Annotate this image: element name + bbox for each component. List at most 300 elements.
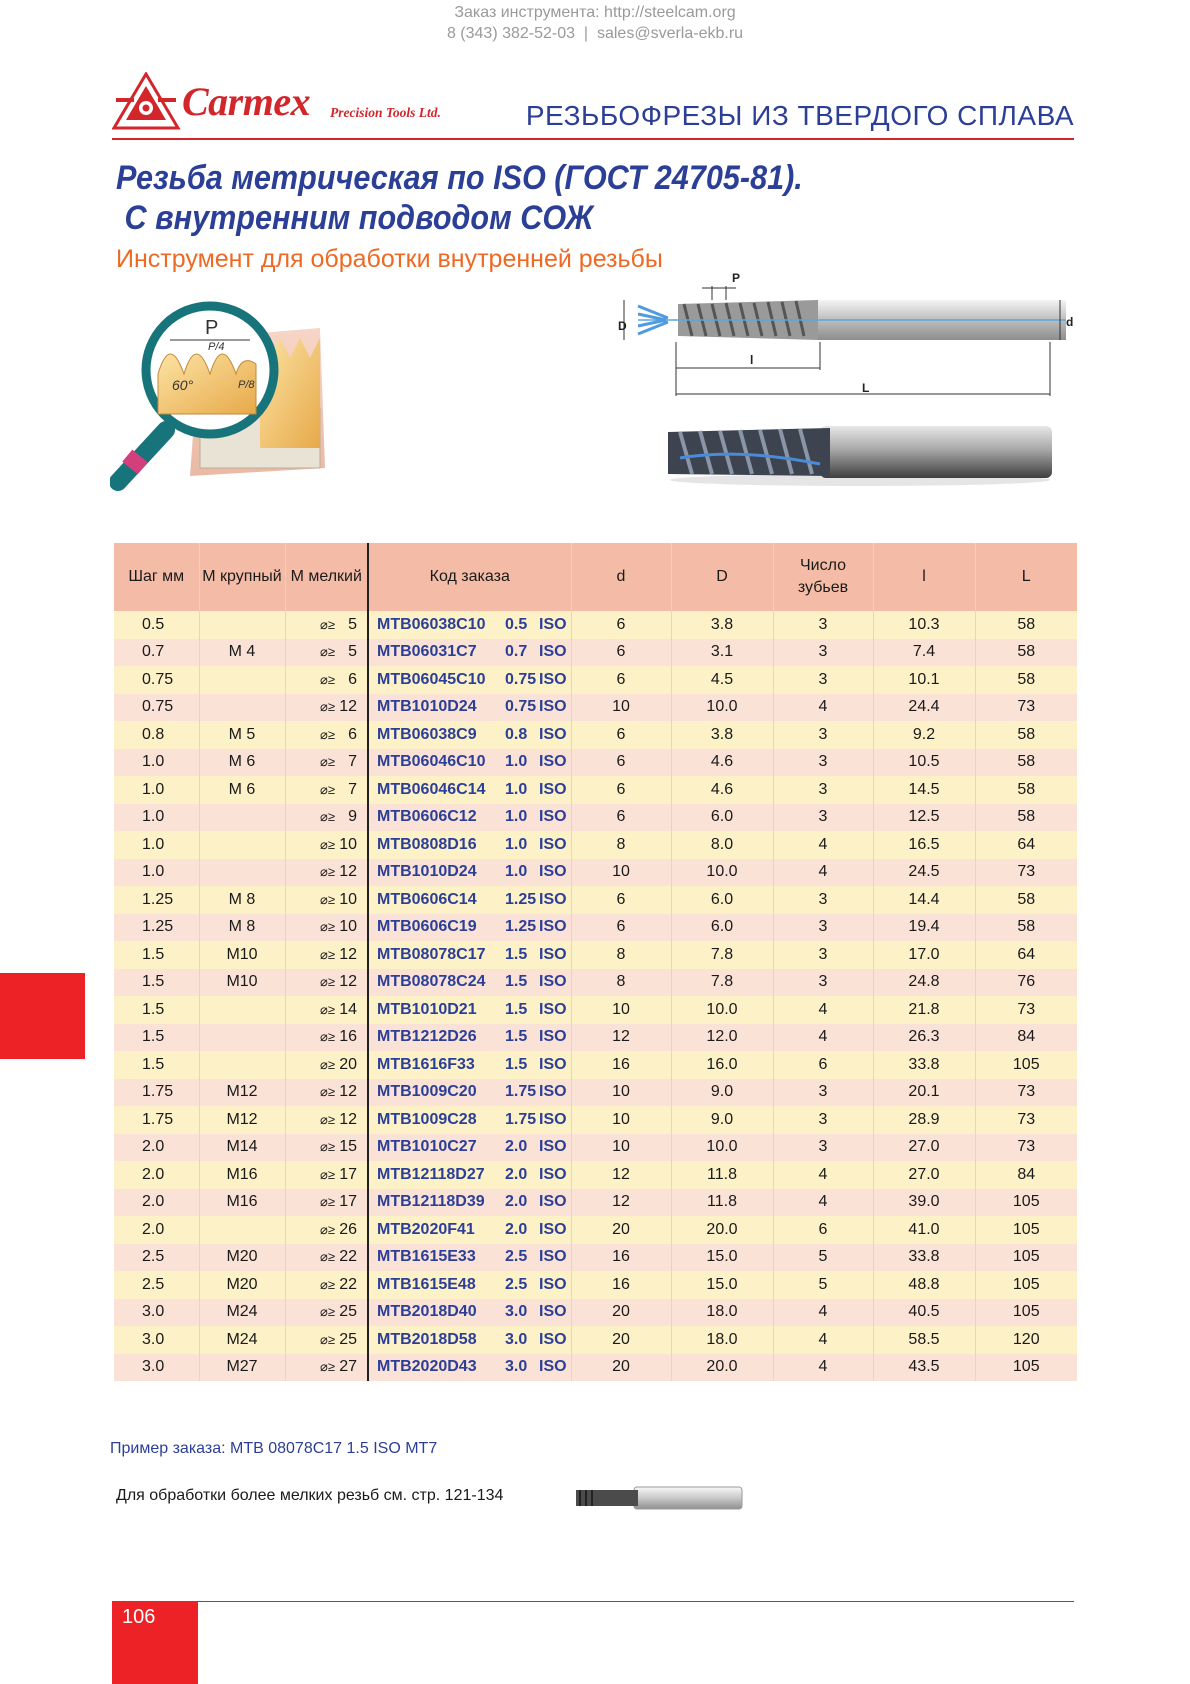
table-row — [114, 1354, 1077, 1382]
order-standard: ISO — [539, 835, 567, 853]
cell-fine — [285, 1161, 368, 1189]
cell-step: 3.0 — [114, 1326, 199, 1354]
cell-total-length: 73 — [975, 996, 1077, 1024]
diameter-symbol: ⌀≥ — [320, 1304, 335, 1320]
cell-cut-length: 24.5 — [873, 859, 975, 887]
cell-coarse — [199, 996, 285, 1024]
cell-coarse — [199, 804, 285, 832]
cell-cut-length: 27.0 — [873, 1134, 975, 1162]
cell-total-length: 105 — [975, 1354, 1077, 1382]
fine-value: 12 — [339, 945, 357, 963]
cell-order-code — [368, 1189, 571, 1217]
table-row — [114, 1161, 1077, 1189]
order-code: MTB1616F33 — [377, 1055, 475, 1073]
tool-dimension-drawing — [618, 270, 1080, 410]
cell-order-code — [368, 666, 571, 694]
order-pitch: 1.0 — [505, 753, 528, 771]
cell-cut-length: 7.4 — [873, 639, 975, 667]
cell-total-length: 58 — [975, 804, 1077, 832]
order-code: MTB1010C27 — [377, 1138, 477, 1156]
cell-step: 0.7 — [114, 639, 199, 667]
order-standard: ISO — [539, 1000, 567, 1018]
order-pitch: 1.0 — [505, 780, 528, 798]
cell-coarse: M 5 — [199, 721, 285, 749]
cell-coarse — [199, 831, 285, 859]
cell-total-length: 58 — [975, 776, 1077, 804]
cell-order-code — [368, 639, 571, 667]
diameter-symbol: ⌀≥ — [320, 1084, 335, 1100]
diameter-symbol: ⌀≥ — [320, 671, 335, 687]
cell-coarse: M10 — [199, 941, 285, 969]
product-table — [114, 543, 1077, 1381]
order-pitch: 1.25 — [505, 890, 537, 908]
table-row — [114, 776, 1077, 804]
fine-value: 12 — [339, 1110, 357, 1128]
table-header-cell: L — [975, 543, 1077, 611]
cell-fine — [285, 969, 368, 997]
cell-shank-d: 12 — [571, 1189, 671, 1217]
table-body — [114, 611, 1077, 1381]
cell-total-length: 64 — [975, 941, 1077, 969]
cell-total-length: 58 — [975, 666, 1077, 694]
cell-shank-d: 6 — [571, 721, 671, 749]
order-standard: ISO — [539, 1138, 567, 1156]
cell-shank-d: 10 — [571, 1079, 671, 1107]
cell-cut-length: 24.4 — [873, 694, 975, 722]
order-pitch: 0.8 — [505, 725, 528, 743]
order-standard: ISO — [539, 973, 567, 991]
fine-value: 10 — [339, 890, 357, 908]
cell-teeth: 4 — [773, 1326, 873, 1354]
dim-label-d-small: d — [1066, 315, 1074, 329]
cell-cut-d: 6.0 — [671, 914, 773, 942]
cell-order-code — [368, 694, 571, 722]
diameter-symbol: ⌀≥ — [320, 1221, 335, 1237]
footer-divider — [112, 1601, 1074, 1602]
cell-total-length: 105 — [975, 1189, 1077, 1217]
cell-cut-length: 48.8 — [873, 1271, 975, 1299]
cell-coarse — [199, 666, 285, 694]
fine-value: 7 — [348, 780, 357, 798]
order-standard: ISO — [539, 1055, 567, 1073]
cell-shank-d: 6 — [571, 666, 671, 694]
cell-fine — [285, 1244, 368, 1272]
fine-value: 12 — [339, 973, 357, 991]
table-header-cell: l — [873, 543, 975, 611]
fine-value: 22 — [339, 1275, 357, 1293]
cell-coarse: M 4 — [199, 639, 285, 667]
cell-teeth: 3 — [773, 941, 873, 969]
brand-subtitle: Precision Tools Ltd. — [330, 105, 441, 120]
small-tool-image — [574, 1484, 744, 1512]
order-code: MTB06046C14 — [377, 780, 486, 798]
diameter-symbol: ⌀≥ — [320, 919, 335, 935]
reference-note: Для обработки более мелких резьб см. стр. 121-134 — [116, 1487, 504, 1504]
cell-fine — [285, 721, 368, 749]
order-standard: ISO — [539, 863, 567, 881]
order-code: MTB0606C19 — [377, 918, 477, 936]
cell-shank-d: 8 — [571, 969, 671, 997]
cell-cut-length: 16.5 — [873, 831, 975, 859]
fine-value: 26 — [339, 1220, 357, 1238]
cell-teeth: 5 — [773, 1271, 873, 1299]
fine-value: 9 — [348, 808, 357, 826]
order-code: MTB06045C10 — [377, 670, 486, 688]
cell-fine — [285, 1024, 368, 1052]
cell-fine — [285, 886, 368, 914]
cell-coarse: M12 — [199, 1079, 285, 1107]
cell-cut-d: 9.0 — [671, 1106, 773, 1134]
cell-cut-d: 10.0 — [671, 859, 773, 887]
order-code: MTB08078C17 — [377, 945, 486, 963]
fine-value: 12 — [339, 1083, 357, 1101]
fine-value: 14 — [339, 1000, 357, 1018]
cell-cut-length: 14.4 — [873, 886, 975, 914]
cell-fine — [285, 639, 368, 667]
cell-cut-length: 41.0 — [873, 1216, 975, 1244]
cell-cut-length: 27.0 — [873, 1161, 975, 1189]
cell-coarse: M 8 — [199, 886, 285, 914]
cell-teeth: 3 — [773, 804, 873, 832]
diameter-symbol: ⌀≥ — [320, 1166, 335, 1182]
cell-fine — [285, 694, 368, 722]
header-divider — [112, 138, 1074, 140]
cell-shank-d: 20 — [571, 1299, 671, 1327]
diameter-symbol: ⌀≥ — [320, 754, 335, 770]
cell-coarse: M20 — [199, 1271, 285, 1299]
cell-teeth: 3 — [773, 639, 873, 667]
cell-total-length: 84 — [975, 1161, 1077, 1189]
cell-teeth: 4 — [773, 1161, 873, 1189]
cell-coarse: M 6 — [199, 749, 285, 777]
cell-order-code — [368, 1216, 571, 1244]
table-header-row — [114, 543, 1077, 611]
thread-profile-illustration — [110, 298, 350, 498]
order-standard: ISO — [539, 725, 567, 743]
table-row — [114, 1271, 1077, 1299]
carmex-logo — [112, 72, 472, 132]
cell-total-length: 105 — [975, 1299, 1077, 1327]
cell-shank-d: 8 — [571, 831, 671, 859]
cell-cut-d: 16.0 — [671, 1051, 773, 1079]
cell-cut-length: 26.3 — [873, 1024, 975, 1052]
cell-fine — [285, 1051, 368, 1079]
cell-step: 0.8 — [114, 721, 199, 749]
cell-cut-length: 28.9 — [873, 1106, 975, 1134]
order-standard: ISO — [539, 615, 567, 633]
order-code: MTB08078C24 — [377, 973, 486, 991]
cell-step: 0.75 — [114, 666, 199, 694]
cell-cut-d: 10.0 — [671, 694, 773, 722]
cell-cut-d: 11.8 — [671, 1189, 773, 1217]
cell-shank-d: 20 — [571, 1326, 671, 1354]
cell-cut-length: 33.8 — [873, 1051, 975, 1079]
diameter-symbol: ⌀≥ — [320, 781, 335, 797]
fine-value: 17 — [339, 1193, 357, 1211]
cell-fine — [285, 941, 368, 969]
order-code: MTB1010D24 — [377, 863, 477, 881]
table-row — [114, 996, 1077, 1024]
cell-total-length: 58 — [975, 611, 1077, 639]
cell-coarse: M12 — [199, 1106, 285, 1134]
cell-cut-d: 3.8 — [671, 611, 773, 639]
order-code: MTB12118D27 — [377, 1165, 485, 1183]
diameter-symbol: ⌀≥ — [320, 699, 335, 715]
cell-fine — [285, 1326, 368, 1354]
order-code: MTB1615E48 — [377, 1275, 476, 1293]
cell-fine — [285, 776, 368, 804]
cell-teeth: 3 — [773, 1134, 873, 1162]
order-pitch: 1.5 — [505, 1028, 528, 1046]
table-row — [114, 1134, 1077, 1162]
order-code: MTB1010D21 — [377, 1000, 477, 1018]
cell-total-length: 58 — [975, 639, 1077, 667]
fine-value: 25 — [339, 1303, 357, 1321]
diameter-symbol: ⌀≥ — [320, 1194, 335, 1210]
cell-cut-d: 15.0 — [671, 1271, 773, 1299]
side-tab — [0, 973, 85, 1059]
order-pitch: 1.0 — [505, 835, 528, 853]
tool-photo — [660, 418, 1058, 488]
cell-order-code — [368, 886, 571, 914]
order-code: MTB0808D16 — [377, 835, 477, 853]
cell-shank-d: 12 — [571, 1161, 671, 1189]
cell-coarse — [199, 859, 285, 887]
cell-teeth: 3 — [773, 1106, 873, 1134]
cell-cut-d: 12.0 — [671, 1024, 773, 1052]
cell-total-length: 105 — [975, 1051, 1077, 1079]
diameter-symbol: ⌀≥ — [320, 616, 335, 632]
order-standard: ISO — [539, 1083, 567, 1101]
cell-cut-length: 12.5 — [873, 804, 975, 832]
order-example: Пример заказа: MTB 08078C17 1.5 ISO MT7 — [110, 1440, 438, 1457]
cell-coarse: M27 — [199, 1354, 285, 1382]
order-pitch: 0.7 — [505, 643, 528, 661]
cell-cut-length: 10.1 — [873, 666, 975, 694]
order-code: MTB2020D43 — [377, 1358, 477, 1376]
cell-fine — [285, 804, 368, 832]
cell-step: 1.5 — [114, 941, 199, 969]
cell-cut-d: 20.0 — [671, 1216, 773, 1244]
diameter-symbol: ⌀≥ — [320, 1111, 335, 1127]
cell-fine — [285, 996, 368, 1024]
cell-step: 2.0 — [114, 1189, 199, 1217]
thread-eighth-label: P/8 — [238, 379, 255, 391]
cell-cut-d: 4.5 — [671, 666, 773, 694]
cell-order-code — [368, 749, 571, 777]
cell-order-code — [368, 776, 571, 804]
cell-coarse: M20 — [199, 1244, 285, 1272]
cell-step: 1.25 — [114, 914, 199, 942]
cell-shank-d: 10 — [571, 859, 671, 887]
diameter-symbol: ⌀≥ — [320, 836, 335, 852]
diameter-symbol: ⌀≥ — [320, 1001, 335, 1017]
diameter-symbol: ⌀≥ — [320, 1331, 335, 1347]
order-code: MTB06046C10 — [377, 753, 486, 771]
fine-value: 7 — [348, 753, 357, 771]
table-row — [114, 1106, 1077, 1134]
table-row — [114, 721, 1077, 749]
order-code: MTB1010D24 — [377, 698, 477, 716]
cell-total-length: 76 — [975, 969, 1077, 997]
order-pitch: 1.5 — [505, 1055, 528, 1073]
cell-shank-d: 6 — [571, 611, 671, 639]
cell-step: 1.5 — [114, 1024, 199, 1052]
cell-cut-length: 40.5 — [873, 1299, 975, 1327]
cell-shank-d: 20 — [571, 1216, 671, 1244]
order-pitch: 0.75 — [505, 698, 537, 716]
cell-total-length: 58 — [975, 749, 1077, 777]
order-standard: ISO — [539, 753, 567, 771]
cell-step: 0.75 — [114, 694, 199, 722]
cell-order-code — [368, 831, 571, 859]
cell-cut-d: 18.0 — [671, 1326, 773, 1354]
order-pitch: 1.0 — [505, 808, 528, 826]
cell-shank-d: 10 — [571, 1106, 671, 1134]
order-pitch: 1.75 — [505, 1110, 537, 1128]
table-row — [114, 969, 1077, 997]
cell-total-length: 73 — [975, 1079, 1077, 1107]
cell-cut-length: 21.8 — [873, 996, 975, 1024]
cell-cut-length: 19.4 — [873, 914, 975, 942]
cell-cut-length: 17.0 — [873, 941, 975, 969]
fine-value: 25 — [339, 1330, 357, 1348]
cell-cut-d: 20.0 — [671, 1354, 773, 1382]
table-row — [114, 1051, 1077, 1079]
fine-value: 16 — [339, 1028, 357, 1046]
cell-teeth: 6 — [773, 1216, 873, 1244]
table-row — [114, 831, 1077, 859]
cell-shank-d: 16 — [571, 1271, 671, 1299]
cell-coarse: M 8 — [199, 914, 285, 942]
order-standard: ISO — [539, 1275, 567, 1293]
diameter-symbol: ⌀≥ — [320, 726, 335, 742]
cell-cut-d: 7.8 — [671, 969, 773, 997]
cell-total-length: 84 — [975, 1024, 1077, 1052]
cell-teeth: 3 — [773, 611, 873, 639]
order-standard: ISO — [539, 643, 567, 661]
table-row — [114, 1024, 1077, 1052]
cell-shank-d: 6 — [571, 886, 671, 914]
cell-teeth: 3 — [773, 749, 873, 777]
cell-step: 3.0 — [114, 1299, 199, 1327]
order-code: MTB1009C20 — [377, 1083, 477, 1101]
order-pitch: 2.5 — [505, 1275, 528, 1293]
order-pitch: 0.5 — [505, 615, 528, 633]
dim-label-p: P — [732, 271, 741, 285]
cell-step: 1.0 — [114, 749, 199, 777]
cell-cut-d: 3.1 — [671, 639, 773, 667]
order-code: MTB0606C12 — [377, 808, 477, 826]
cell-step: 1.0 — [114, 831, 199, 859]
table-row — [114, 1079, 1077, 1107]
table-row — [114, 914, 1077, 942]
table-row — [114, 886, 1077, 914]
order-pitch: 2.0 — [505, 1220, 528, 1238]
cell-fine — [285, 859, 368, 887]
diameter-symbol: ⌀≥ — [320, 974, 335, 990]
diameter-symbol: ⌀≥ — [320, 1139, 335, 1155]
order-standard: ISO — [539, 1110, 567, 1128]
cell-teeth: 4 — [773, 996, 873, 1024]
fine-value: 10 — [339, 918, 357, 936]
page-number: 106 — [122, 1606, 156, 1628]
cell-shank-d: 10 — [571, 1134, 671, 1162]
table-row — [114, 1244, 1077, 1272]
cell-step: 2.0 — [114, 1216, 199, 1244]
table-row — [114, 666, 1077, 694]
diameter-symbol: ⌀≥ — [320, 1359, 335, 1375]
order-standard: ISO — [539, 1330, 567, 1348]
cell-shank-d: 6 — [571, 914, 671, 942]
table-row — [114, 749, 1077, 777]
thread-angle-label: 60° — [172, 377, 194, 393]
diameter-symbol: ⌀≥ — [320, 1056, 335, 1072]
fine-value: 27 — [339, 1358, 357, 1376]
cell-fine — [285, 749, 368, 777]
cell-cut-length: 39.0 — [873, 1189, 975, 1217]
cell-step: 0.5 — [114, 611, 199, 639]
cell-coarse — [199, 1051, 285, 1079]
cell-order-code — [368, 804, 571, 832]
order-code: MTB1212D26 — [377, 1028, 477, 1046]
cell-coarse: M10 — [199, 969, 285, 997]
table-row — [114, 611, 1077, 639]
table-row — [114, 859, 1077, 887]
cell-total-length: 58 — [975, 721, 1077, 749]
order-code: MTB06038C10 — [377, 615, 486, 633]
cell-total-length: 58 — [975, 886, 1077, 914]
fine-value: 22 — [339, 1248, 357, 1266]
order-standard: ISO — [539, 1028, 567, 1046]
cell-step: 2.0 — [114, 1161, 199, 1189]
diameter-symbol: ⌀≥ — [320, 864, 335, 880]
cell-total-length: 58 — [975, 914, 1077, 942]
diameter-symbol: ⌀≥ — [320, 946, 335, 962]
cell-fine — [285, 1216, 368, 1244]
cell-shank-d: 16 — [571, 1051, 671, 1079]
fine-value: 5 — [348, 615, 357, 633]
cell-cut-length: 10.3 — [873, 611, 975, 639]
table-row — [114, 804, 1077, 832]
cell-coarse: M24 — [199, 1326, 285, 1354]
cell-coarse — [199, 694, 285, 722]
cell-teeth: 4 — [773, 1024, 873, 1052]
cell-fine — [285, 1189, 368, 1217]
cell-teeth: 4 — [773, 694, 873, 722]
cell-fine — [285, 1079, 368, 1107]
cell-teeth: 4 — [773, 859, 873, 887]
cell-step: 1.75 — [114, 1106, 199, 1134]
fine-value: 17 — [339, 1165, 357, 1183]
table-header-cell: Шаг мм — [114, 543, 199, 611]
table-row — [114, 1189, 1077, 1217]
fine-value: 6 — [348, 725, 357, 743]
cell-cut-length: 43.5 — [873, 1354, 975, 1382]
order-standard: ISO — [539, 1248, 567, 1266]
cell-shank-d: 10 — [571, 996, 671, 1024]
cell-order-code — [368, 969, 571, 997]
cell-step: 3.0 — [114, 1354, 199, 1382]
cell-order-code — [368, 859, 571, 887]
order-code: MTB2020F41 — [377, 1220, 475, 1238]
fine-value: 5 — [348, 643, 357, 661]
cell-order-code — [368, 1244, 571, 1272]
cell-teeth: 6 — [773, 1051, 873, 1079]
fine-value: 15 — [339, 1138, 357, 1156]
table-header-cell: Код заказа — [368, 543, 571, 611]
order-pitch: 2.0 — [505, 1193, 528, 1211]
